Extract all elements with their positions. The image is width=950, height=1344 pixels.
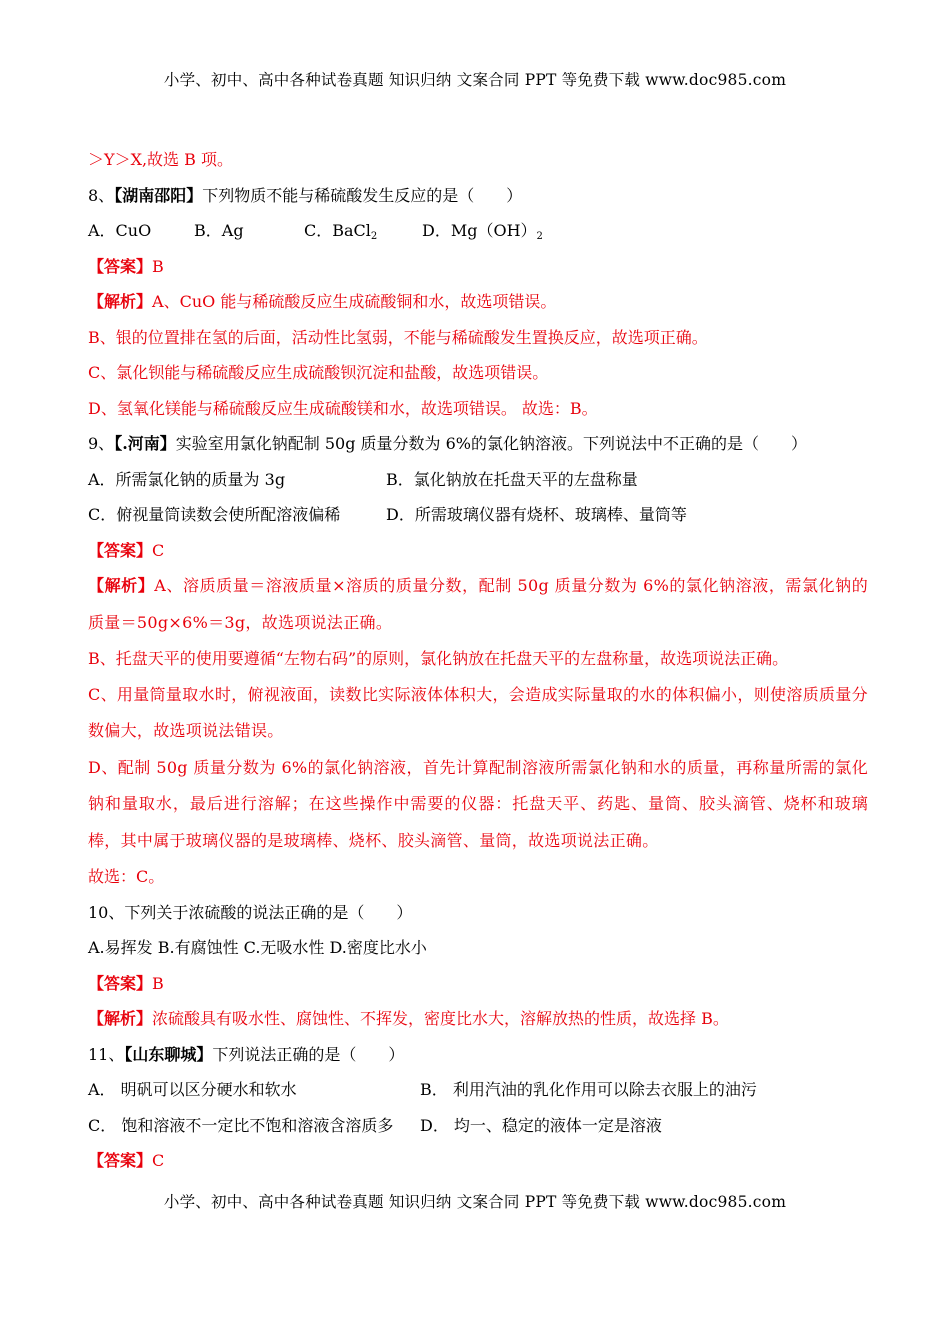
question-10-analysis: 【解析】浓硫酸具有吸水性、腐蚀性、不挥发，密度比水大，溶解放热的性质，故选择 B。 [88,1009,729,1028]
previous-answer-tail: ＞Y＞X,故选 B 项。 [88,150,233,169]
option-a: A．CuO [88,221,152,240]
question-11-options-row-1 [88,1072,868,1108]
question-8-analysis-b: B、银的位置排在氢的后面，活动性比氢弱，不能与稀硫酸发生置换反应，故选项正确。 [88,327,708,347]
question-9-analysis-b: B、托盘天平的使用要遵循“左物右码”的原则，氯化钠放在托盘天平的左盘称量，故选项说法正确。 [88,649,789,668]
question-text: 下列关于浓硫酸的说法正确的是（ ） [124,902,413,922]
answer-value: C [152,540,165,560]
question-text: 下列物质不能与稀硫酸发生反应的是（ ） [202,185,523,205]
page-footer: 小学、初中、高中各种试卷真题 知识归纳 文案合同 PPT 等免费下载 www.doc985.com [163,1193,787,1211]
option-a: A．所需氯化钠的质量为 3g [88,469,286,489]
question-11-stem [88,1037,868,1073]
question-10-stem [88,895,868,931]
question-8-stem [88,178,868,214]
answer-tag: 【答案】 [88,256,153,276]
option-b: B．Ag [194,221,244,240]
option-d: D． 均一、稳定的液体一定是溶液 [420,1115,662,1135]
question-number: 11、 [88,1044,125,1064]
question-number: 10、 [88,902,125,922]
answer-value: B [152,973,164,993]
option-b: B． 利用汽油的乳化作用可以除去衣服上的油污 [420,1080,757,1099]
question-11-options-row-2 [88,1108,868,1144]
question-8-answer [88,249,868,285]
question-number: 8、 [88,185,115,205]
option-c: C． 饱和溶液不一定比不饱和溶液含溶质多 [88,1115,394,1135]
answer-tag: 【答案】 [88,540,153,560]
question-9-options-row-1 [88,462,868,498]
question-8-analysis-c: C、氯化钡能与稀硫酸反应生成硫酸钡沉淀和盐酸，故选项错误。 [88,363,549,382]
analysis-tag: 【解析】 [88,292,153,311]
question-text: 下列说法正确的是（ ） [212,1044,405,1064]
question-source: 【山东聊城】 [124,1044,213,1064]
question-9-answer [88,533,868,569]
question-9-analysis-a: 【解析】A、溶质质量＝溶液质量×溶质的质量分数，配制 50g 质量分数为 6%的氯化钠溶液，需氯化钠的质量＝50g×6%＝3g，故选项说法正确。 [88,576,868,632]
page-header: 小学、初中、高中各种试卷真题 知识归纳 文案合同 PPT 等免费下载 www.doc985.com [163,71,787,89]
question-9-options-row-2 [88,497,868,533]
option-a: A． 明矾可以区分硬水和软水 [88,1080,297,1099]
question-8-analysis-d: D、氢氧化镁能与稀硫酸反应生成硫酸镁和水，故选项错误。 故选：B。 [88,398,598,418]
question-9-analysis-c: C、用量筒量取水时，俯视液面，读数比实际液体体积大，会造成实际量取的水的体积偏小，则使溶质质量分数偏大，故选项说法错误。 [88,684,868,740]
document-body [88,142,868,1179]
answer-tag: 【答案】 [88,1151,153,1170]
answer-value: C [152,1151,165,1170]
question-9-analysis-d: D、配制 50g 质量分数为 6%的氯化钠溶液，首先计算配制溶液所需氯化钠和水的质量，再称量所需的氯化钠和量取水，最后进行溶解；在这些操作中需要的仪器：托盘天平、药匙、量筒、胶头滴管、烧杯和玻璃棒，其中属于玻璃仪器的是玻璃棒、烧杯、胶头滴管、量筒，故选项说法正确。 [88,757,868,850]
analysis-tag: 【解析】 [88,1009,153,1028]
question-9-conclusion: 故选：C。 [88,867,165,886]
question-source: 【湖南邵阳】 [114,185,203,205]
option-c: C．BaCl$_2$ [304,221,378,242]
option-d: D．所需玻璃仪器有烧杯、玻璃棒、量筒等 [386,505,687,524]
question-8-options [88,213,868,249]
answer-tag: 【答案】 [88,973,153,993]
option-b: B．氯化钠放在托盘天平的左盘称量 [386,469,638,489]
answer-value: B [152,256,164,276]
option-d: D．$Mg(OH)_2$ [422,221,543,242]
question-number: 9、 [88,434,115,453]
question-9-stem [88,426,868,462]
question-text: 实验室用氯化钠配制 50g 质量分数为 6%的氯化钠溶液。下列说法中不正确的是（ ） [175,434,808,453]
analysis-tag: 【解析】 [88,576,155,595]
question-10-answer [88,966,868,1002]
option-c: C．俯视量筒读数会使所配溶液偏稀 [88,505,341,524]
question-8-analysis-a: 【解析】A、CuO 能与稀硫酸反应生成硫酸铜和水，故选项错误。 [88,292,557,311]
question-source: 【.河南】 [114,434,176,453]
question-11-answer [88,1143,868,1179]
question-10-options: A.易挥发 B.有腐蚀性 C.无吸水性 D.密度比水小 [88,938,427,957]
